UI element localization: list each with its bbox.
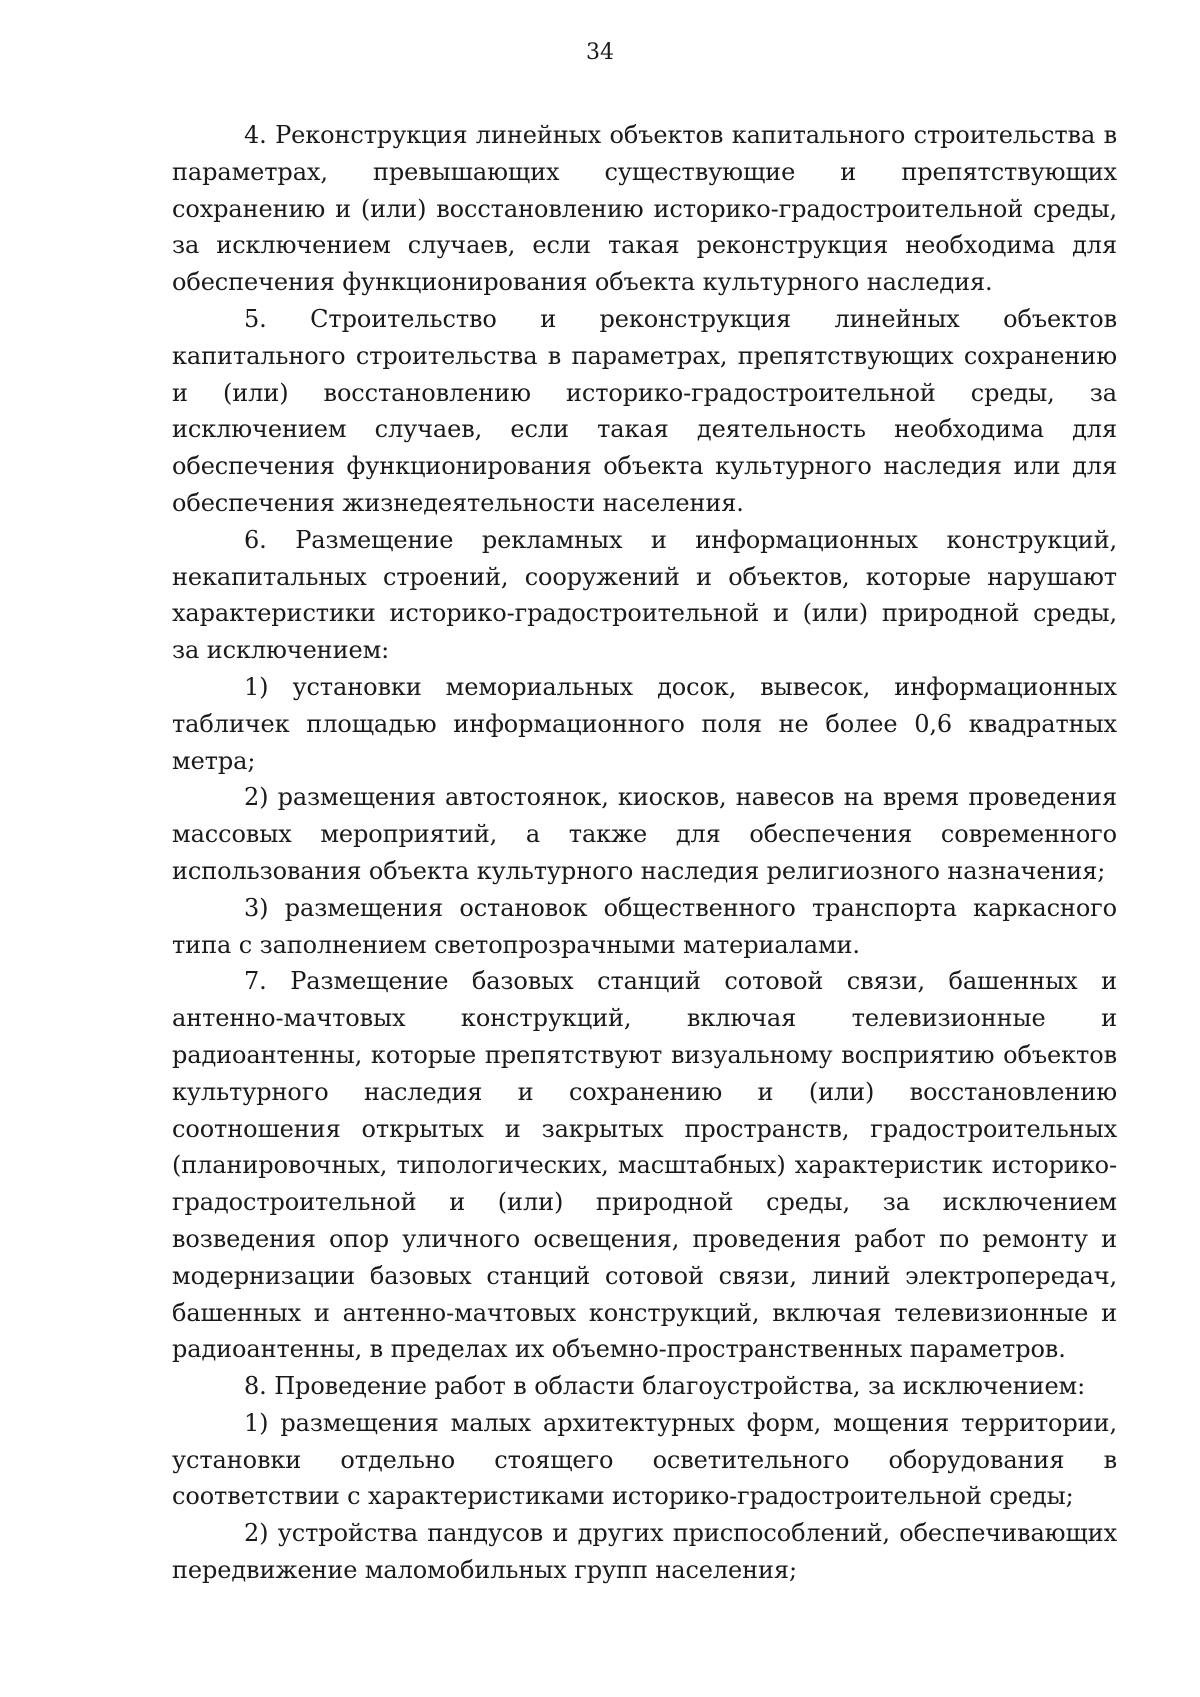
paragraph-7: 7. Размещение базовых станций сотовой связи, башенных и антенно-мачтовых конструкций, включая телевизионные и радиоантенны, которые препятствуют визуальному восприятию объектов культурного наследия и сохранению и (или) восстановлению соотношения открытых и закрытых пространств, градостроительных (планировочных, типологических, масштабных) характеристик историко-градостроительной и (или) природной среды, за исключением возведения опор уличного освещения, проведения работ по ремонту и модернизации базовых станций сотовой связи, линий электропередач, башенных и антенно-мачтовых конструкций, включая телевизионные и радиоантенны, в пределах их объемно-пространственных параметров.: [172, 967, 1117, 1364]
document-body: [172, 117, 1117, 1589]
paragraph-6: 6. Размещение рекламных и информационных конструкций, некапитальных строений, сооружений и объектов, которые нарушают характеристики историко-градостроительной и (или) природной среды, за исключением:: [172, 525, 1117, 665]
paragraph-6-item-3: 3) размещения остановок общественного транспорта каркасного типа с заполнением светопрозрачными материалами.: [172, 893, 1117, 959]
paragraph-6-item-2: 2) размещения автостоянок, киосков, навесов на время проведения массовых мероприятий, а также для обеспечения современного использования объекта культурного наследия религиозного назначения;: [172, 783, 1117, 885]
paragraph-4: 4. Реконструкция линейных объектов капитального строительства в параметрах, превышающих существующие и препятствующих сохранению и (или) восстановлению историко-градостроительной среды, за исключением случаев, если такая реконструкция необходима для обеспечения функционирования объекта культурного наследия.: [172, 121, 1117, 297]
paragraph-6-item-1: 1) установки мемориальных досок, вывесок, информационных табличек площадью информационного поля не более 0,6 квадратных метра;: [172, 672, 1117, 775]
paragraph-8-item-1: 1) размещения малых архитектурных форм, мощения территории, установки отдельно стоящего осветительного оборудования в соответствии с характеристиками историко-градостроительной среды;: [172, 1408, 1117, 1511]
paragraph-5: 5. Строительство и реконструкция линейных объектов капитального строительства в параметрах, препятствующих сохранению и (или) восстановлению историко-градостроительной среды, за исключением случаев, если такая деятельность необходима для обеспечения функционирования объекта культурного наследия или для обеспечения жизнедеятельности населения.: [172, 304, 1117, 517]
paragraph-8-item-2: 2) устройства пандусов и других приспособлений, обеспечивающих передвижение маломобильных групп населения;: [172, 1519, 1117, 1585]
paragraph-8: 8. Проведение работ в области благоустройства, за исключением:: [244, 1372, 1086, 1401]
page-number: 34: [586, 40, 614, 65]
